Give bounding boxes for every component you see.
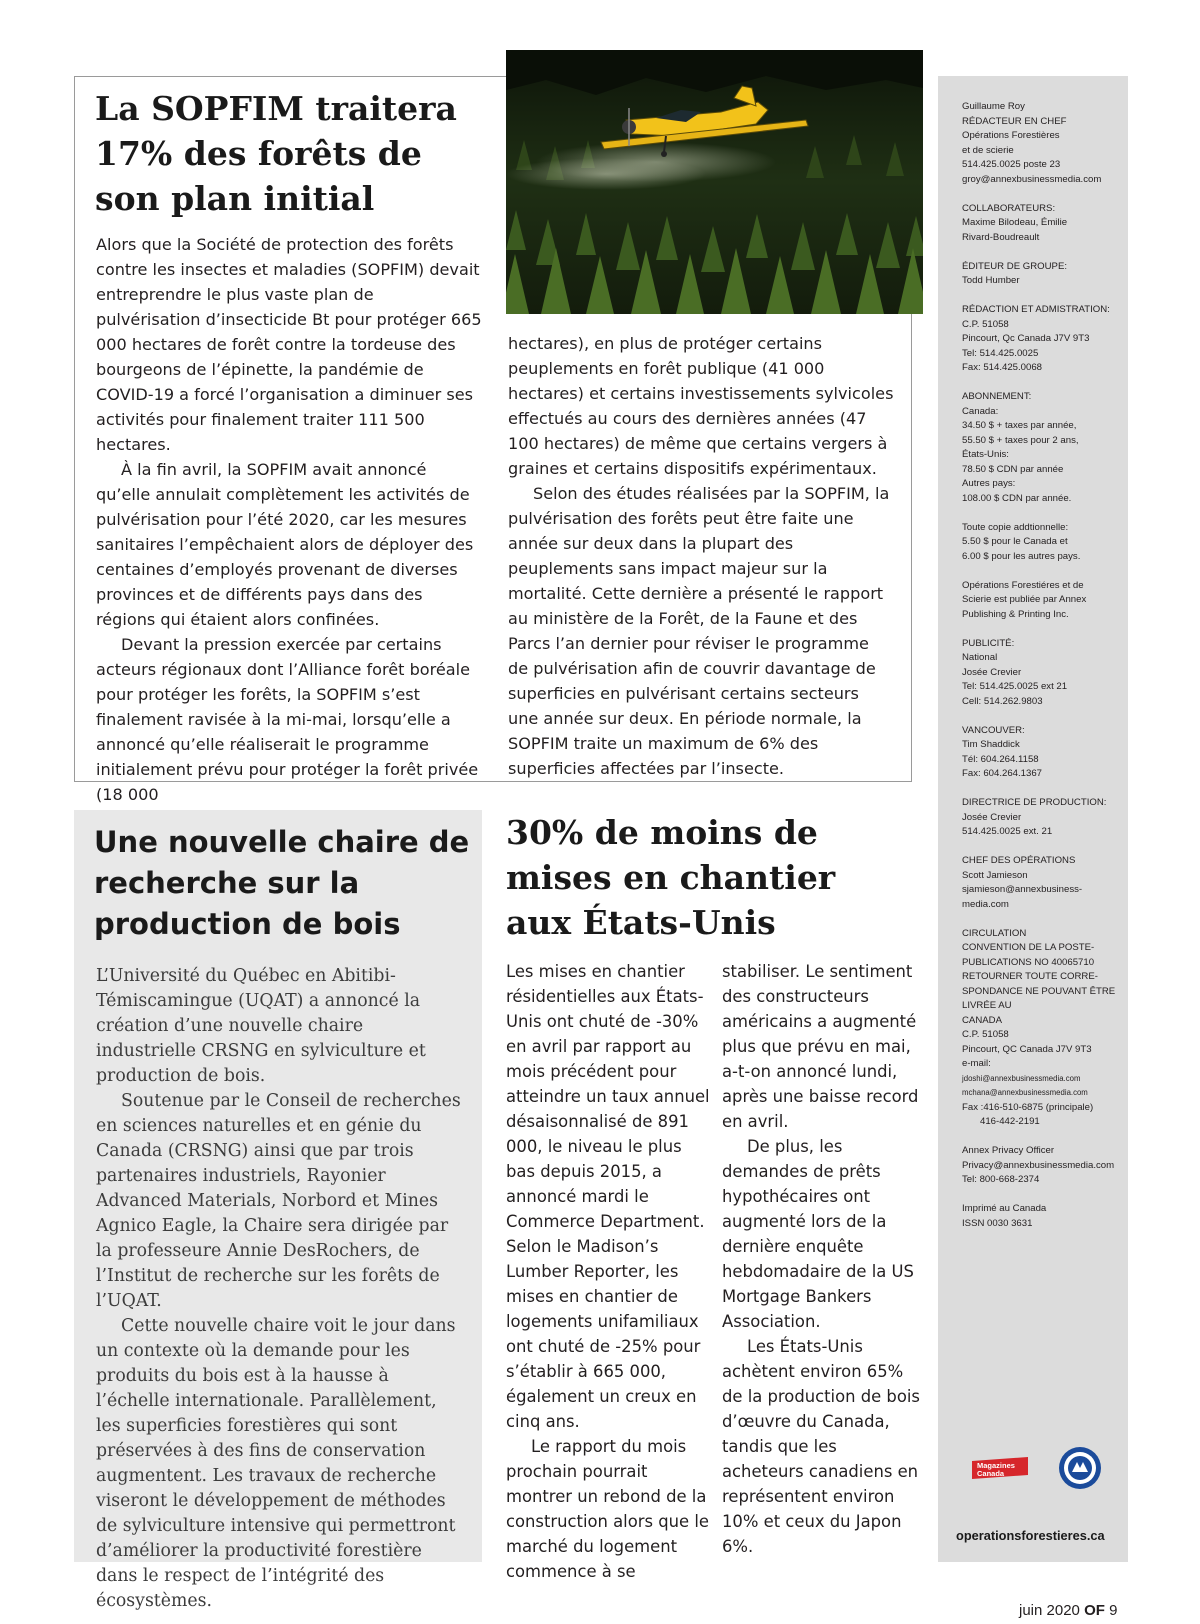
masthead-line: Scierie est publiée par Annex: [962, 594, 1087, 605]
masthead-line: CIRCULATION: [962, 927, 1027, 939]
masthead-block: [962, 724, 1122, 782]
airplane-photo-svg: [506, 50, 923, 314]
masthead-block: [962, 521, 1122, 565]
airplane-spraying-photo: [506, 50, 923, 314]
masthead-line: Publishing & Printing Inc.: [962, 608, 1069, 620]
masthead-block: [962, 579, 1122, 623]
canada-fund-seal-icon: [1058, 1446, 1102, 1490]
masthead-block: [962, 796, 1122, 840]
paragraph: De plus, les demandes de prêts hypothécaires ont augmenté lors de la dernière enquête hebdomadaire de la US Mortgage Bankers Association.: [722, 1137, 914, 1331]
masthead-block: [962, 1144, 1122, 1188]
masthead-line: Imprimé au Canada: [962, 1203, 1047, 1214]
us-article-column-2: [722, 959, 922, 1559]
us-article-title: 30% de moins de mises en chantier aux États-Unis: [506, 813, 836, 942]
paragraph: Selon des études réalisées par la SOPFIM, la pulvérisation des forêts peut être faite une année sur deux dans la plupart des peuplements sans impact majeur sur la mortalité. Cette dernière a présenté le rapport au ministère de la Forêt, de la Faune et des Parcs l’an dernier pour réviser le programme de pulvérisation afin de couvrir davantage de superficies en pulvérisant certains secteurs une année sur deux. En période normale, la SOPFIM traite un maximum de 6% des superficies affectées par l’insecte.: [508, 484, 890, 778]
masthead-line: media.com: [962, 898, 1009, 910]
masthead-block: [962, 927, 1122, 1130]
masthead-line: Privacy@annexbusinessmedia.com: [962, 1159, 1115, 1171]
paragraph: Soutenue par le Conseil de recherches en sciences naturelles et en génie du Canada (CRSNG) ainsi que par trois partenaires industriels, Rayonier Advanced Materials, Norbord et Mines Agnico Eagle, la Chaire sera dirigée par la professeure Annie DesRochers, de l’Institut de recherche sur les forêts de l’UQAT.: [96, 1091, 461, 1311]
masthead-line: Opérations Forestières: [962, 130, 1060, 141]
masthead-credits: [962, 100, 1122, 1246]
masthead-line: Scott Jamieson: [962, 869, 1028, 881]
paragraph: À la fin avril, la SOPFIM avait annoncé qu’elle annulait complètement les activités de pulvérisation pour l’été 2020, car les mesures sanitaires l’empêchaient alors de déployer des centaines d’employés provenant de diverses provinces et de différents pays dans des régions qui étaient alors confinées.: [96, 460, 474, 629]
seal-svg: [1058, 1446, 1102, 1490]
masthead-line: RÉDACTEUR EN CHEF: [962, 115, 1067, 127]
paragraph: Le rapport du mois prochain pourrait montrer un rebond de la construction alors que le marché du logement commence à se: [506, 1437, 709, 1581]
masthead-line: CHEF DES OPÉRATIONS: [962, 855, 1076, 866]
masthead-line: C.P. 51058: [962, 1029, 1009, 1040]
masthead-line: 78.50 $ CDN par année: [962, 463, 1064, 475]
masthead-line: RETOURNER TOUTE CORRE-: [962, 971, 1098, 982]
masthead-line: CANADA: [962, 1014, 1002, 1026]
masthead-line: Rivard-Boudreault: [962, 231, 1040, 243]
paragraph: Les mises en chantier résidentielles aux États-Unis ont chuté de -30% en avril par rapport au mois précédent pour atteindre un taux annuel désaisonnalisé de 891 000, le niveau le plus bas depuis 2015, a annoncé mardi le Commerce Department. Selon le Madison’s Lumber Reporter, les mises en chantier de logements unifamiliaux ont chuté de -25% pour s’établir à 665 000, également un creux en cinq ans.: [506, 962, 710, 1431]
top-article-column-2: [508, 331, 894, 781]
masthead-line: 108.00 $ CDN par année.: [962, 492, 1072, 504]
folio-magazine: OF: [1084, 1602, 1105, 1619]
masthead-line: COLLABORATEURS:: [962, 202, 1056, 214]
masthead-line: 514.425.0025 ext. 21: [962, 826, 1053, 837]
page-folio: [1019, 1602, 1117, 1619]
masthead-line: ÉDITEUR DE GROUPE:: [962, 260, 1068, 272]
paragraph: Alors que la Société de protection des forêts contre les insectes et maladies (SOPFIM) devait entreprendre le plus vaste plan de pulvérisation d’insecticide Bt pour protéger 665 000 hectares de forêt contre la tordeuse des bourgeons de l’épinette, la pandémie de COVID-19 a forcé l’organisation a diminuer ses activités pour finalement traiter 111 500 hectares.: [96, 235, 482, 454]
masthead-line: Tim Shaddick: [962, 739, 1020, 750]
masthead-line: Fax: 604.264.1367: [962, 768, 1043, 779]
masthead-line: 5.50 $ pour le Canada et: [962, 536, 1068, 547]
folio-date: juin 2020: [1019, 1602, 1080, 1619]
paragraph: L’Université du Québec en Abitibi-Témiscamingue (UQAT) a annoncé la création d’une nouvelle chaire industrielle CRSNG en sylviculture et production de bois.: [96, 966, 426, 1086]
masthead-line: ISSN 0030 3631: [962, 1217, 1033, 1229]
masthead-line: États-Unis:: [962, 449, 1009, 460]
masthead-block: [962, 260, 1122, 289]
masthead-line: et de scierie: [962, 144, 1014, 156]
masthead-line: Josée Crevier: [962, 666, 1022, 678]
masthead-line: Josée Crevier: [962, 811, 1022, 823]
masthead-line: 6.00 $ pour les autres pays.: [962, 550, 1081, 562]
masthead-line: Opérations Forestiéres et de: [962, 579, 1084, 591]
masthead-line: C.P. 51058: [962, 318, 1009, 330]
masthead-line: SPONDANCE NE POUVANT ÊTRE: [962, 985, 1116, 997]
masthead-block: [962, 637, 1122, 710]
masthead-block: [962, 202, 1122, 246]
paragraph: Cette nouvelle chaire voit le jour dans un contexte où la demande pour les produits du bois est à la hausse à l’échelle internationale. Parallèlement, les superficies forestières qui sont préservées à des fins de conservation augmentent. Les travaux de recherche viseront le développement de méthodes de sylviculture intensive qui permettront d’améliorer la productivité forestière dans le respect de l’intégrité des écosystèmes.: [96, 1316, 456, 1611]
paragraph: Devant la pression exercée par certains acteurs régionaux dont l’Alliance forêt boréale pour protéger les forêts, la SOPFIM s’est finalement ravisée à la mi-mai, lorsqu’elle a annoncé qu’elle réaliserait le programme initialement prévu pour protéger la forêt privée (18 000: [96, 635, 479, 804]
top-article-title: La SOPFIM traitera 17% des forêts de son plan initial: [95, 89, 457, 218]
masthead-line: groy@annexbusinessmedia.com: [962, 173, 1102, 185]
masthead-block: [962, 390, 1122, 506]
masthead-line: Todd Humber: [962, 275, 1020, 286]
magazines-canada-logo: [972, 1457, 1028, 1479]
masthead-line: 34.50 $ + taxes par année,: [962, 420, 1077, 431]
masthead-fax: Fax :416-510-6875 (principale): [962, 1101, 1094, 1113]
masthead-line: Tél: 604.264.1158: [962, 753, 1039, 765]
masthead-line: sjamieson@annexbusiness-: [962, 884, 1083, 895]
paragraph: hectares), en plus de protéger certains peuplements en forêt publique (41 000 hectares) et certains investissements sylvicoles effectués au cours des dernières années (47 100 hectares) de même que certains vergers à graines et certains dispositifs expérimentaux.: [508, 334, 894, 478]
masthead-line: e-mail:: [962, 1058, 991, 1069]
masthead-line: CONVENTION DE LA POSTE-: [962, 942, 1095, 953]
masthead-line: Cell: 514.262.9803: [962, 695, 1043, 707]
masthead-line: Annex Privacy Officer: [962, 1145, 1055, 1156]
masthead-line: DIRECTRICE DE PRODUCTION:: [962, 797, 1107, 808]
masthead-line: 55.50 $ + taxes pour 2 ans,: [962, 434, 1079, 446]
masthead-email[interactable]: jdoshi@annexbusinessmedia.com: [962, 1073, 1081, 1083]
paragraph: Les États-Unis achètent environ 65% de la production de bois d’œuvre du Canada, tandis que les acheteurs canadiens en représentent environ 10% et ceux du Japon 6%.: [722, 1337, 920, 1556]
masthead-line: VANCOUVER:: [962, 724, 1025, 736]
masthead-line: Toute copie addtionnelle:: [962, 521, 1069, 533]
masthead-block: [962, 854, 1122, 912]
masthead-line: Pincourt, Qc Canada J7V 9T3: [962, 333, 1090, 344]
masthead-line: RÉDACTION ET ADMISTRATION:: [962, 304, 1110, 315]
masthead-fax-2: 416-442-2191: [980, 1116, 1040, 1127]
logo-text-line-2: Canada: [977, 1469, 1005, 1478]
masthead-line: Maxime Bilodeau, Émilie: [962, 217, 1068, 228]
masthead-line: Tel: 514.425.0025: [962, 347, 1039, 359]
chair-article-body: [96, 964, 462, 1614]
masthead-block: [962, 1202, 1122, 1231]
masthead-line: LIVRÉE AU: [962, 1000, 1012, 1011]
website-url[interactable]: operationsforestieres.ca: [956, 1528, 1105, 1543]
magazines-canada-logo-svg: [972, 1457, 1028, 1479]
logo-text-line-1: Magazines: [977, 1461, 1015, 1470]
masthead-line: 514.425.0025 poste 23: [962, 159, 1061, 170]
masthead-line: Autres pays:: [962, 478, 1016, 489]
masthead-line: Tel: 514.425.0025 ext 21: [962, 681, 1068, 692]
paragraph: stabiliser. Le sentiment des constructeurs américains a augmenté plus que prévu en mai, a-t-on annoncé lundi, après une baisse record en avril.: [722, 962, 919, 1131]
masthead-line: National: [962, 652, 998, 663]
us-article-column-1: [506, 959, 711, 1584]
masthead-line: Canada:: [962, 405, 999, 417]
masthead-line: Fax: 514.425.0068: [962, 362, 1043, 373]
masthead-email[interactable]: mchana@annexbusinessmedia.com: [962, 1088, 1088, 1097]
masthead-block: [962, 303, 1122, 376]
masthead-line: ABONNEMENT:: [962, 391, 1032, 402]
masthead-line: PUBLICATIONS NO 40065710: [962, 956, 1095, 968]
top-article-column-1: [96, 232, 482, 807]
masthead-block: [962, 100, 1122, 187]
masthead-line: Pincourt, QC Canada J7V 9T3: [962, 1043, 1092, 1055]
masthead-line: PUBLICITÉ:: [962, 637, 1015, 649]
chair-article-title: Une nouvelle chaire de recherche sur la production de bois: [94, 825, 470, 941]
folio-page-number: 9: [1109, 1602, 1118, 1619]
masthead-line: Guillaume Roy: [962, 101, 1025, 112]
masthead-line: Tel: 800-668-2374: [962, 1174, 1040, 1185]
